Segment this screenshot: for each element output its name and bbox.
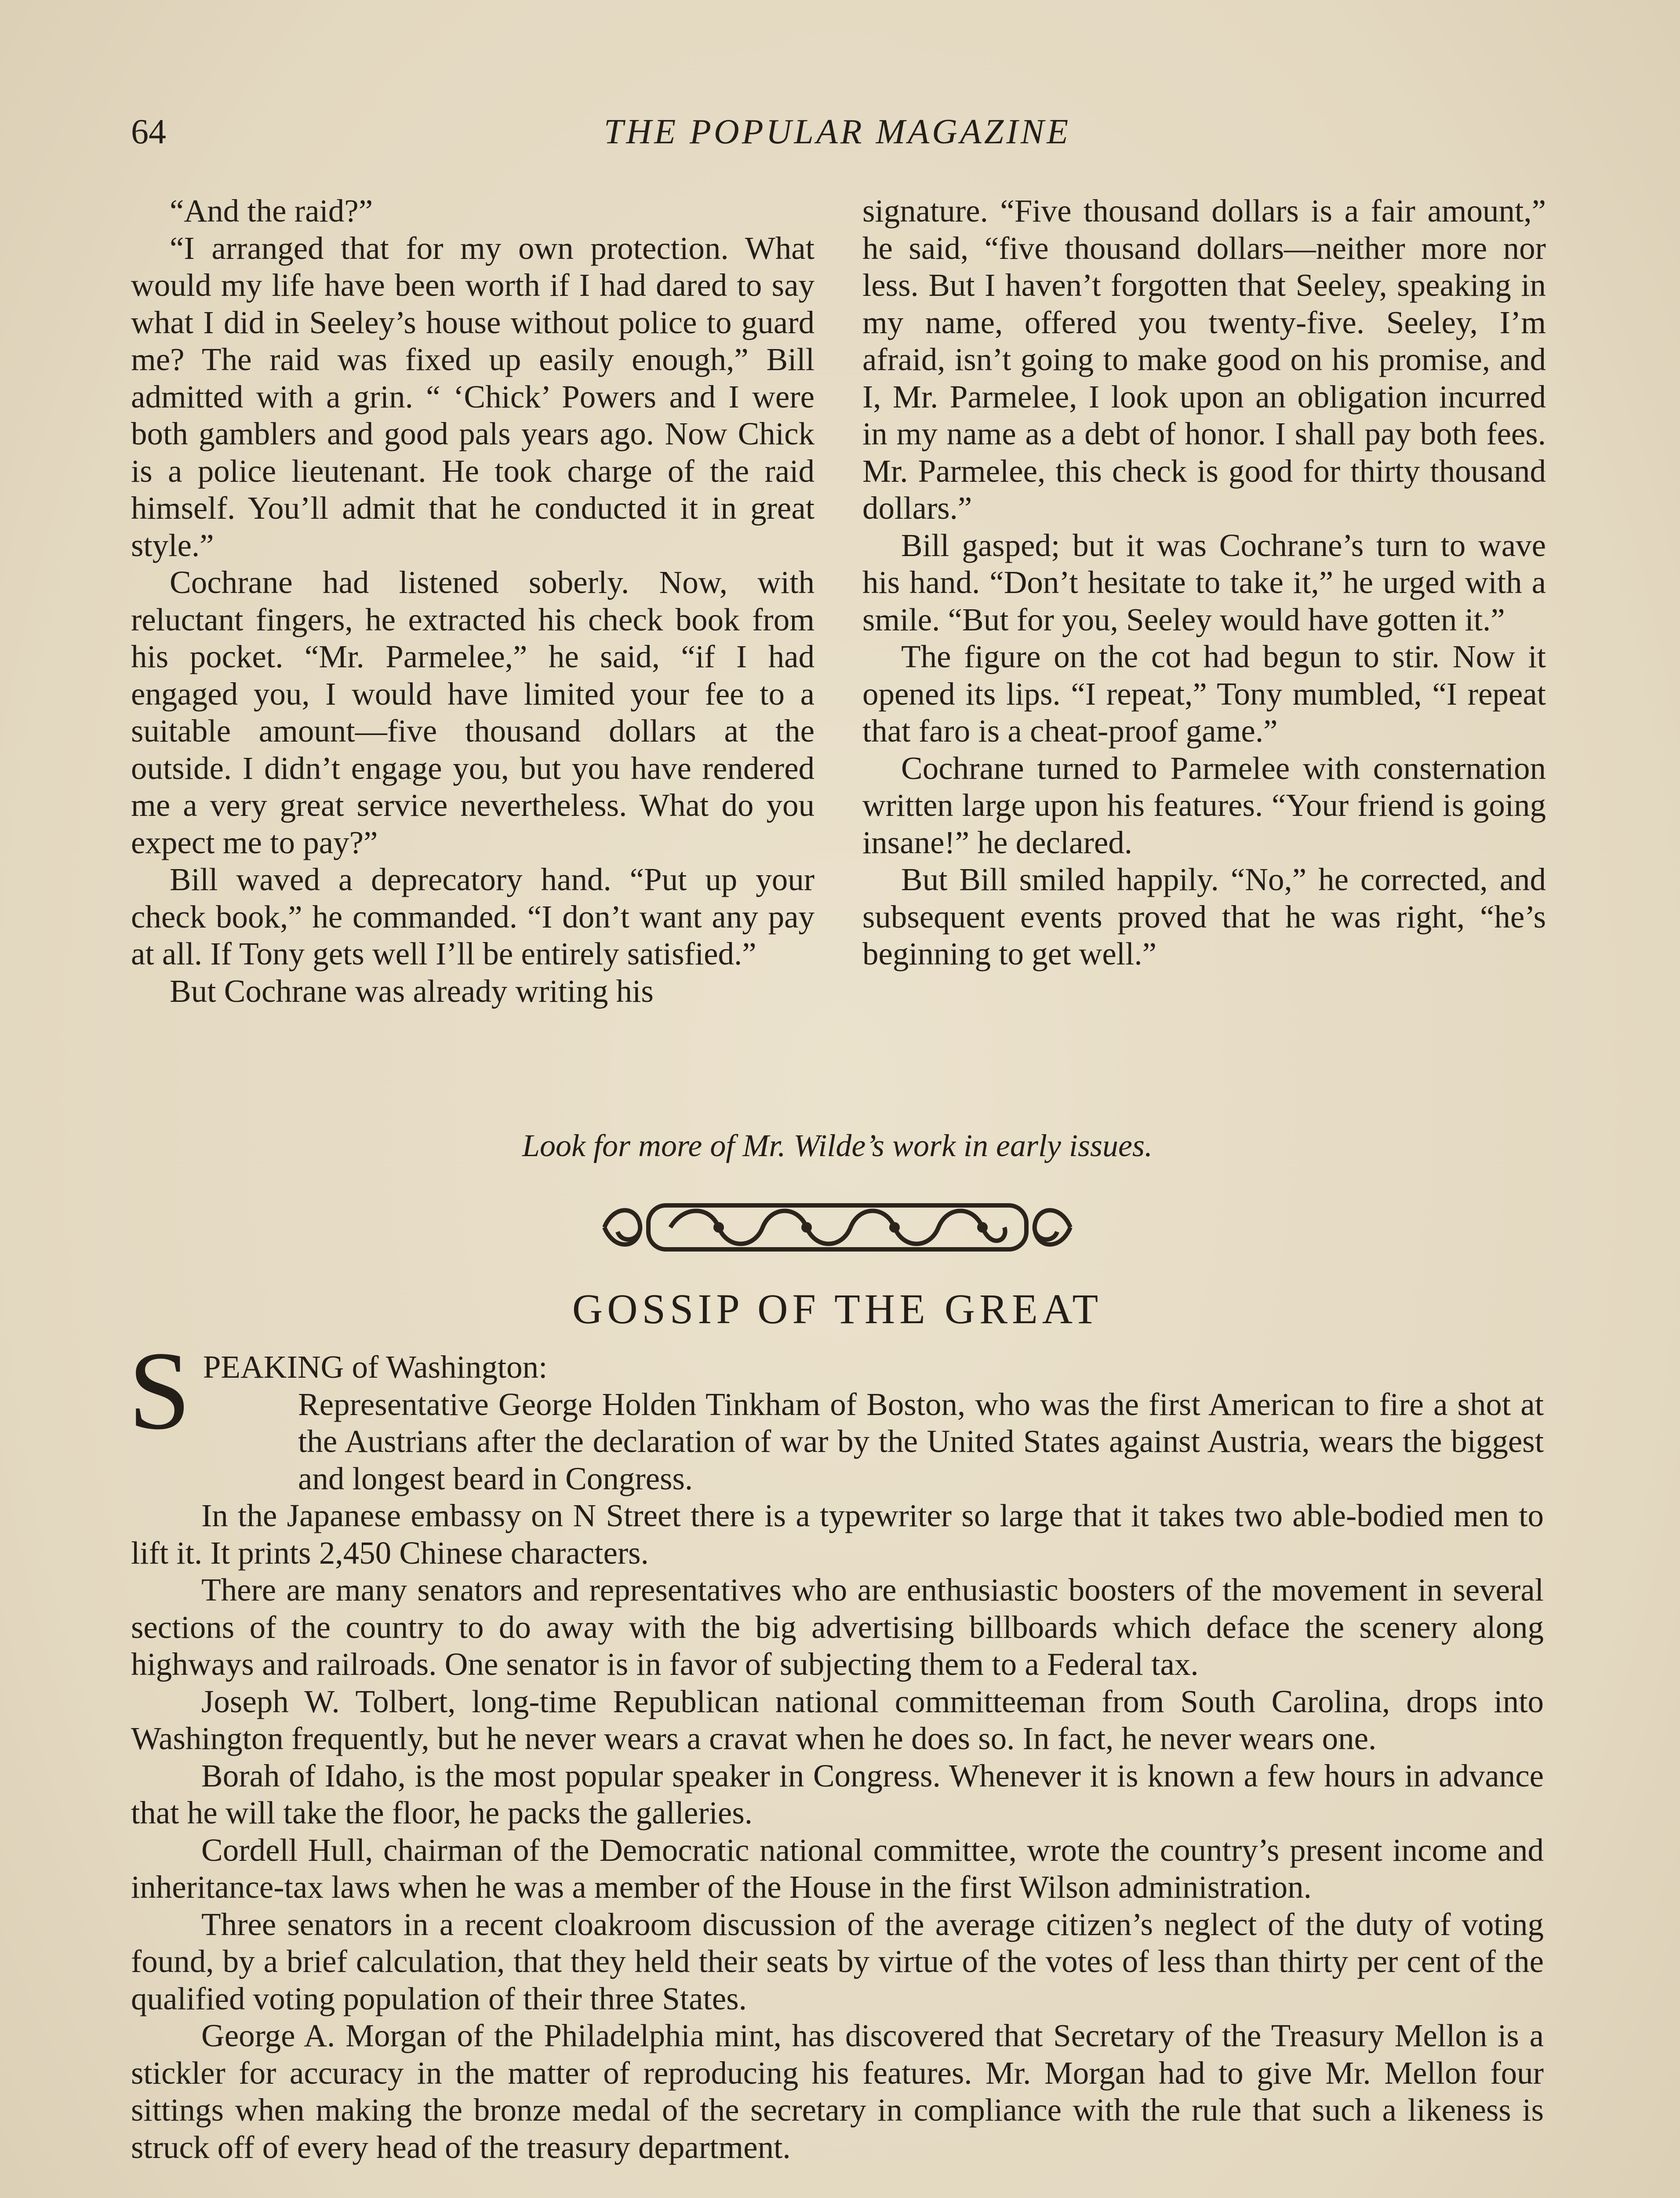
scroll-ornament-icon [596,1192,1079,1263]
magazine-title: THE POPULAR MAGAZINE [604,113,1071,151]
story-paragraph: “I arranged that for my own protection. What would my life have been worth if I had dared to say what I did in Seeley’s house without police to guard me? The raid was fixed up easily enough,” Bill admitted with a grin. “ ‘Chick’ Powers and I were both gamblers and good pals years ago. Now Chick is a police lieutenant. He took charge of the raid himself. You’ll admit that he conducted it in great style.” [131,230,815,563]
story-left-column [131,193,815,1010]
story-paragraph: “And the raid?” [170,193,373,229]
story-paragraph: The figure on the cot had begun to stir. Now it opened its lips. “I repeat,” Tony mumbled, “I repeat that faro is a cheat-proof game.” [862,639,1546,749]
section-title: GOSSIP OF THE GREAT [572,1285,1103,1332]
story-paragraph: But Cochrane was already writing his [170,973,654,1009]
closing-note: Look for more of Mr. Wilde’s work in early issues. [522,1128,1153,1163]
gossip-paragraph: There are many senators and representatives who are enthusiastic boosters of the movement in several sections of the country to do away with the big advertising billboards which deface the scenery along highways and railroads. One senator is in favor of subjecting them to a Federal tax. [131,1572,1544,1682]
story-paragraph: Bill waved a deprecatory hand. “Put up your check book,” he commanded. “I don’t want any pay at all. If Tony gets well I’ll be entirely satisfied.” [131,862,815,972]
story-paragraph: But Bill smiled happily. “No,” he corrected, and subsequent events proved that he was right, “he’s beginning to get well.” [862,862,1546,972]
story-right-column [862,193,1546,973]
story-paragraph: Cochrane had listened soberly. Now, with reluctant fingers, he extracted his check book from his pocket. “Mr. Parmelee,” he said, “if I had engaged you, I would have limited your fee to a suitable amount—five thousand dollars at the outside. I didn’t engage you, but you have rendered me a very great service nevertheless. What do you expect me to pay?” [131,564,815,860]
gossip-paragraph: In the Japanese embassy on N Street there is a typewriter so large that it takes two able-bodied men to lift it. It prints 2,450 Chinese characters. [131,1498,1544,1571]
gossip-paragraph: Three senators in a recent cloakroom discussion of the average citizen’s neglect of the duty of voting found, by a brief calculation, that they held their seats by virtue of the votes of less than thirty per cent of the qualified voting population of their three States. [131,1906,1544,2016]
gossip-paragraph: Cordell Hull, chairman of the Democratic national committee, wrote the country’s present income and inheritance-tax laws when he was a member of the House in the first Wilson administration. [131,1832,1544,1905]
gossip-paragraph: Borah of Idaho, is the most popular speaker in Congress. Whenever it is known a few hours in advance that he will take the floor, he packs the galleries. [131,1758,1544,1830]
drop-cap: S [128,1329,191,1453]
page-number: 64 [131,113,166,151]
gossip-opening-text: PEAKING of Washington: [203,1349,548,1385]
story-paragraph: Cochrane turned to Parmelee with consternation written large upon his features. “Your friend is going insane!” he declared. [862,750,1546,860]
story-paragraph: signature. “Five thousand dollars is a fair amount,” he said, “five thousand dollars—neither more nor less. But I haven’t forgotten that Seeley, speaking in my name, offered you twenty-five. Seeley, I’m afraid, isn’t going to make good on his promise, and I, Mr. Parmelee, I look upon an obligation incurred in my name as a debt of honor. I shall pay both fees. Mr. Parmelee, this check is good for thirty thousand dollars.” [862,193,1546,526]
gossip-paragraph: Representative George Holden Tinkham of Boston, who was the first American to fire a shot at the Austrians after the declaration of war by the United States against Austria, wears the biggest and longest beard in Congress. [298,1386,1544,1496]
story-paragraph: Bill gasped; but it was Cochrane’s turn to wave his hand. “Don’t hesitate to take it,” he urged with a smile. “But for you, Seeley would have gotten it.” [862,527,1546,637]
gossip-paragraph: Joseph W. Tolbert, long-time Republican national committeeman from South Carolina, drops into Washington frequently, but he never wears a cravat when he does so. In fact, he never wears one. [131,1683,1544,1756]
gossip-section [128,1329,1544,2166]
gossip-opening [128,1329,1544,1497]
running-head [131,112,1544,152]
gossip-paragraph: George A. Morgan of the Philadelphia mint, has discovered that Secretary of the Treasury Mellon is a stickler for accuracy in the matter of reproducing his features. Mr. Morgan had to give Mr. Mellon four sittings when making the bronze medal of the secretary in compliance with the rule that such a likeness is struck off of every head of the treasury department. [131,2018,1544,2165]
